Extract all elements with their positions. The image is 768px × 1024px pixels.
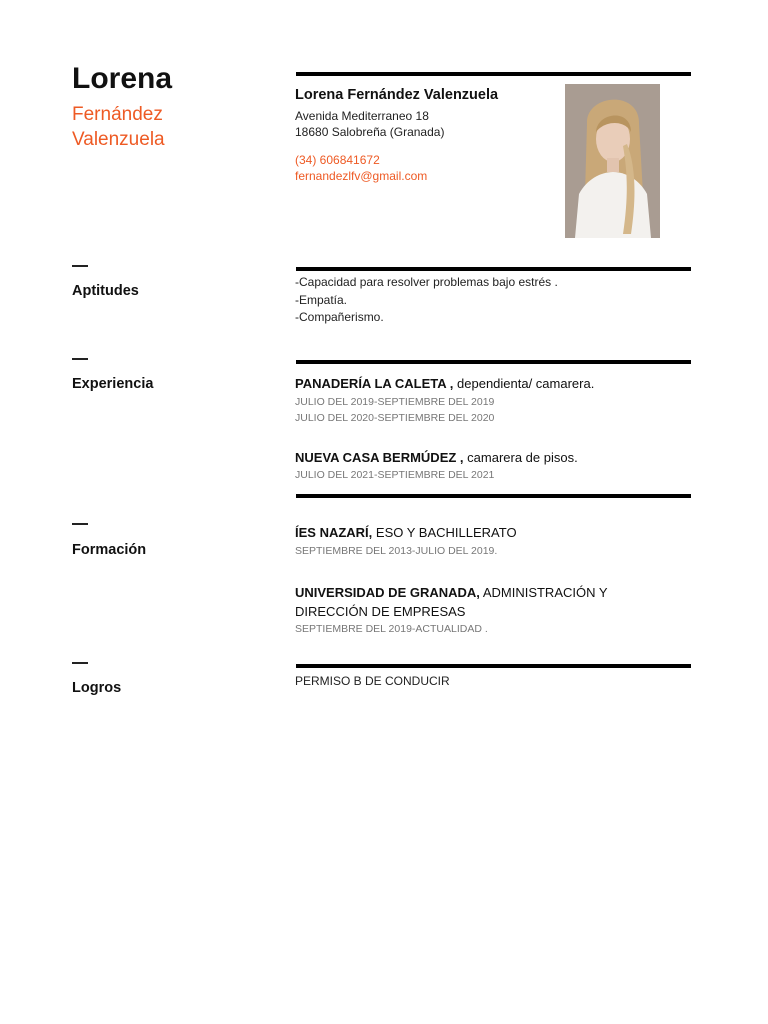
section-dash-formacion [72, 523, 88, 525]
job-dates-2 [295, 467, 494, 483]
aptitude-item: -Compañerismo. [295, 310, 384, 324]
surname-line-1: Fernández [72, 104, 163, 125]
aptitude-item: -Capacidad para resolver problemas bajo estrés . [295, 275, 558, 289]
education-title-1 [295, 525, 517, 540]
section-title-logros: Logros [72, 680, 122, 696]
education-dates-1: SEPTIEMBRE DEL 2013-JULIO DEL 2019. [295, 545, 498, 557]
job-title-1 [295, 376, 594, 391]
education-school: ÍES NAZARÍ, [295, 525, 373, 540]
education-degree: ESO Y BACHILLERATO [375, 525, 517, 540]
phone-number: (34) 606841672 [295, 153, 380, 167]
job-company: PANADERÍA LA CALETA , [295, 376, 454, 391]
job-title-2 [295, 450, 578, 465]
job-date: JULIO DEL 2021-SEPTIEMBRE DEL 2021 [295, 469, 495, 481]
section-title-formacion: Formación [72, 542, 147, 558]
formacion-rule [296, 494, 691, 498]
education-degree-line-1: ADMINISTRACIÓN Y [482, 585, 608, 600]
email-address: fernandezlfv@gmail.com [295, 169, 428, 183]
first-name: Lorena [72, 62, 173, 95]
contact-info [295, 152, 427, 184]
surname [72, 102, 272, 152]
section-title-aptitudes: Aptitudes [72, 283, 139, 299]
aptitudes-rule [296, 267, 691, 271]
education-school: UNIVERSIDAD DE GRANADA, [295, 585, 480, 600]
aptitude-item: -Empatía. [295, 292, 348, 307]
address [295, 108, 444, 140]
job-role: camarera de pisos. [467, 450, 578, 465]
job-date: JULIO DEL 2019-SEPTIEMBRE DEL 2019 [295, 396, 495, 408]
address-line-1: Avenida Mediterraneo 18 [295, 109, 429, 123]
achievement-item: PERMISO B DE CONDUCIR [295, 674, 450, 688]
aptitudes-list [295, 274, 558, 327]
job-role: dependienta/ camarera. [453, 376, 595, 391]
address-line-2: 18680 Salobreña (Granada) [295, 125, 445, 139]
section-dash-experiencia [72, 358, 88, 360]
header-rule [296, 72, 691, 76]
section-dash-logros [72, 662, 88, 664]
logros-rule [296, 664, 691, 668]
experiencia-rule [296, 360, 691, 364]
job-date: JULIO DEL 2020-SEPTIEMBRE DEL 2020 [295, 412, 495, 424]
profile-photo [565, 84, 660, 238]
full-name: Lorena Fernández Valenzuela [295, 87, 499, 103]
portrait-image [565, 84, 660, 238]
surname-line-2: Valenzuela [72, 129, 165, 150]
job-company: NUEVA CASA BERMÚDEZ , [295, 450, 464, 465]
section-title-experiencia: Experiencia [72, 376, 154, 392]
education-title-2 [295, 583, 655, 621]
education-degree-line-2: DIRECCIÓN DE EMPRESAS [295, 604, 466, 619]
section-dash-aptitudes [72, 265, 88, 267]
education-dates-2: SEPTIEMBRE DEL 2019-ACTUALIDAD . [295, 623, 488, 635]
job-dates-1 [295, 394, 494, 426]
